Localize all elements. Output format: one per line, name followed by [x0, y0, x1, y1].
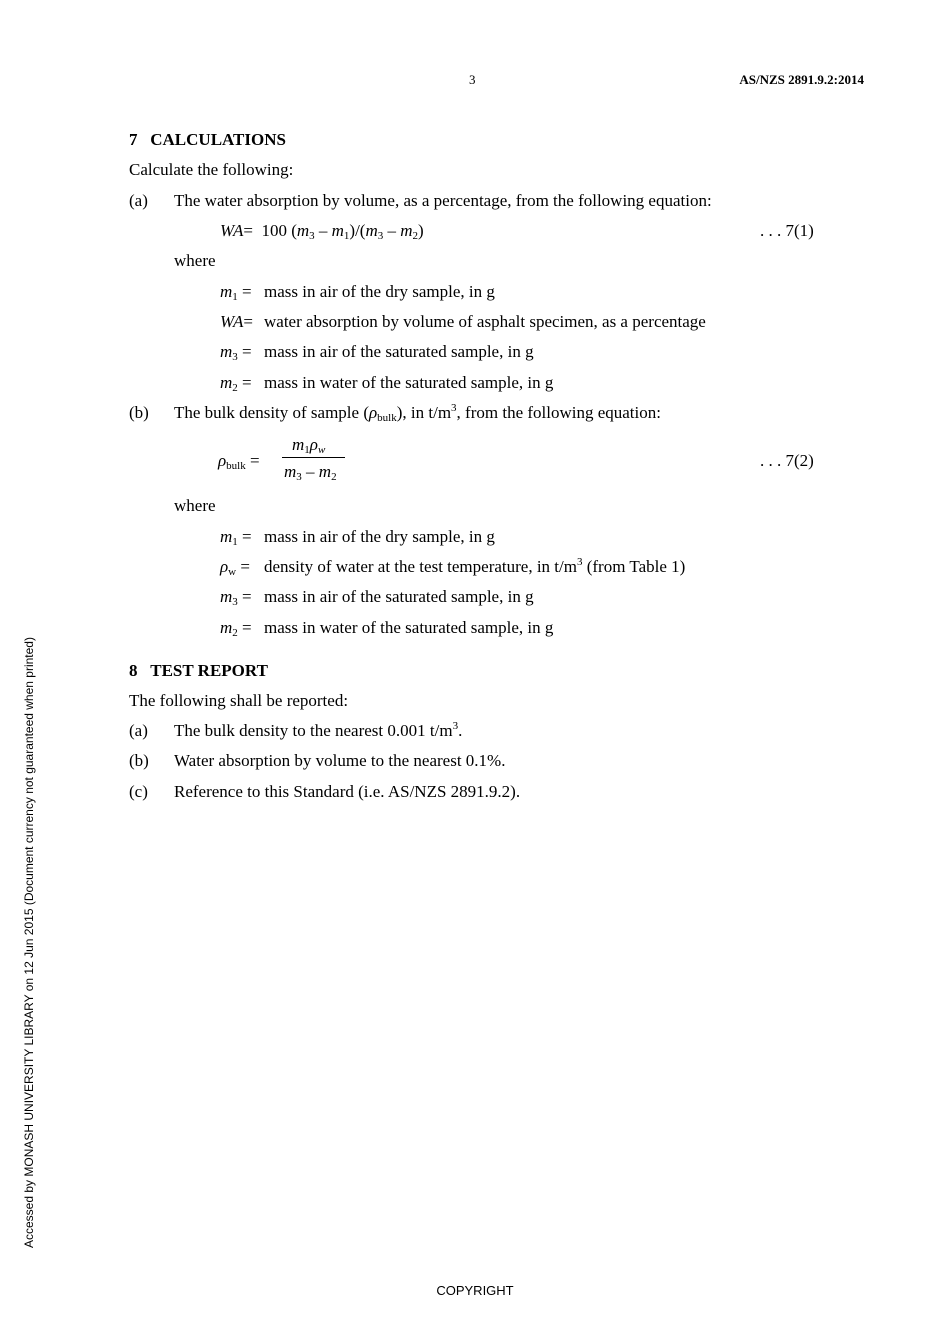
section-7-intro: Calculate the following:: [129, 160, 294, 179]
section-number: 7: [129, 130, 138, 149]
equation-number-7-2: . . . 7(2): [760, 451, 814, 470]
report-item-text: Water absorption by volume to the nearest 0.1%.: [174, 751, 506, 770]
report-item-label: (c): [129, 782, 148, 801]
item-a-text: The water absorption by volume, as a percentage, from the following equation:: [174, 191, 712, 210]
item-b-label: (b): [129, 403, 149, 422]
item-b-text: The bulk density of sample $(\rho_{bulk})$, in $t/m^3$, from the following equation:: [174, 402, 661, 424]
equation-number-7-1: . . . 7(1): [760, 221, 814, 240]
section-title: CALCULATIONS: [150, 130, 286, 149]
definition-row: $m_3$ = mass in air of the saturated sample, in g: [220, 342, 534, 363]
report-item-label: (a): [129, 721, 148, 740]
definition-row: $\rho_w$ = density of water at the test temperature, in $t/m^3$ (from Table 1): [220, 556, 686, 578]
section-8-heading: [129, 661, 268, 681]
copyright-footer: COPYRIGHT: [436, 1283, 514, 1298]
equation-7-1: WA= 100 $(m_3 - m_1)/(m_3 - m_2)$: [220, 221, 424, 242]
section-number: 8: [129, 661, 138, 680]
where-label: where: [174, 496, 216, 515]
section-7-heading: [129, 130, 286, 150]
page-number: 3: [469, 72, 476, 87]
report-item-text: Reference to this Standard (i.e. AS/NZS 2891.9.2).: [174, 782, 521, 801]
definition-row: WA= water absorption by volume of asphalt specimen, as a percentage: [220, 312, 706, 331]
definition-row: $m_3$ = mass in air of the saturated sample, in g: [220, 587, 534, 608]
section-title: TEST REPORT: [150, 661, 268, 680]
fraction-denominator: $m_3 - m_2$: [284, 462, 337, 483]
fraction-bar: [282, 457, 345, 458]
access-watermark: Accessed by MONASH UNIVERSITY LIBRARY on 12 Jun 2015 (Document currency not guaranteed when printed): [22, 637, 36, 1248]
definition-row: $m_1$ = mass in air of the dry sample, in g: [220, 527, 495, 548]
report-item-text: The bulk density to the nearest 0.001 $t/m^3$.: [174, 720, 463, 740]
definition-row: $m_1$ = mass in air of the dry sample, in g: [220, 282, 495, 303]
where-label: where: [174, 251, 216, 270]
section-8-intro: The following shall be reported:: [129, 691, 349, 710]
fraction-numerator: $m_1\rho_w$: [292, 435, 326, 456]
rho-bulk-symbol: $\rho_{bulk}$ =: [218, 451, 260, 472]
definition-row: $m_2$ = mass in water of the saturated sample, in g: [220, 618, 554, 639]
standard-code: AS/NZS 2891.9.2:2014: [739, 72, 864, 87]
definition-row: $m_2$ = mass in water of the saturated sample, in g: [220, 373, 554, 394]
report-item-label: (b): [129, 751, 149, 770]
item-a-label: (a): [129, 191, 148, 210]
